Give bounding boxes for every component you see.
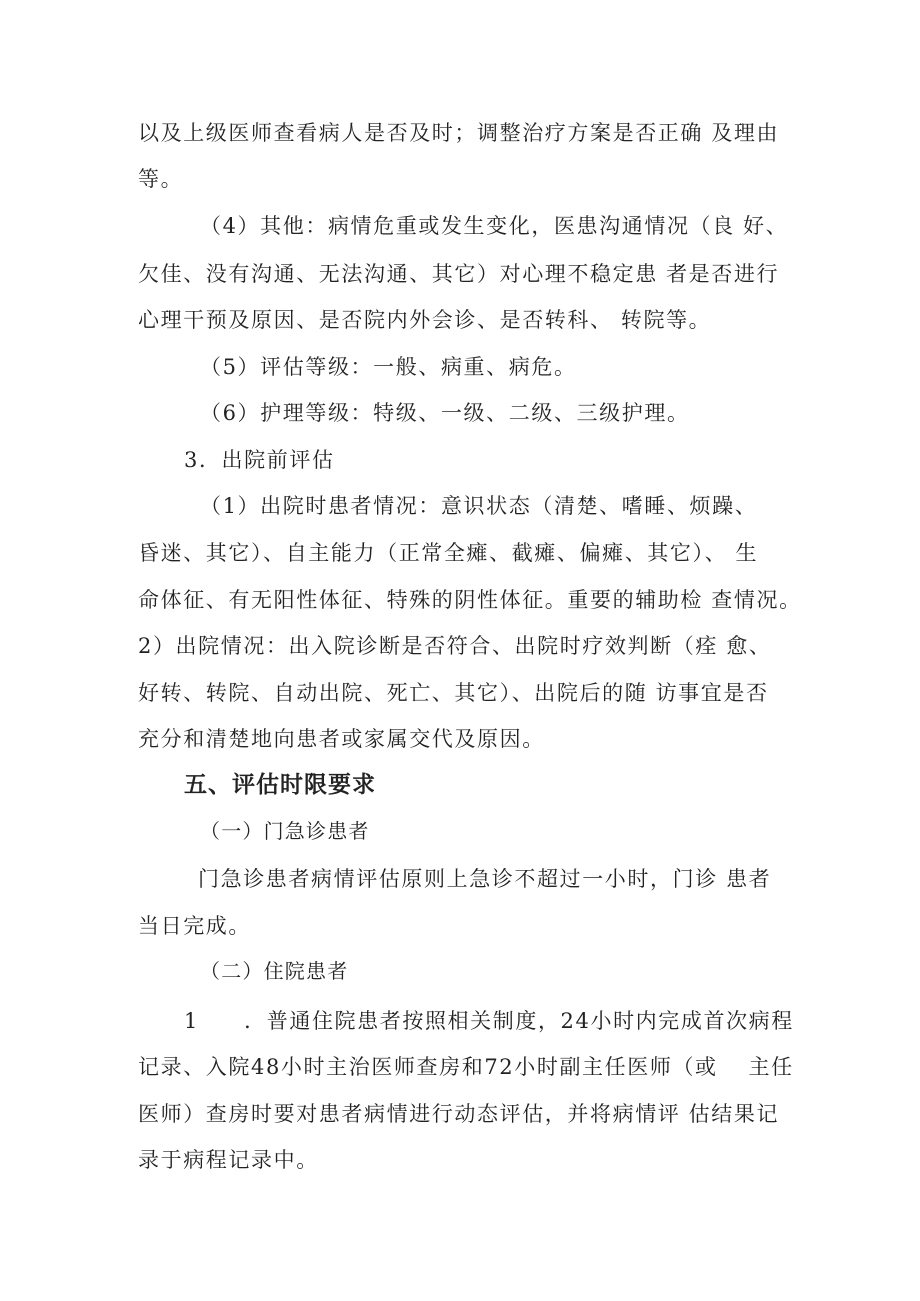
list-item-2-discharge-status: 2）出院情况：出入院诊断是否符合、出院时疗效判断（痊 愈、 (138, 634, 772, 658)
list-item-4-other: （4）其他：病情危重或发生变化，医患沟通情况（良 好、 (200, 214, 789, 238)
paragraph-line: 充分和清楚地向患者或家属交代及原因。 (138, 727, 545, 751)
list-item-6-nursing-level: （6）护理等级：特级、一级、二级、三级护理。 (200, 401, 690, 425)
paragraph-line: 心理干预及原因、是否院内外会诊、是否转科、 转院等。 (138, 308, 712, 332)
paragraph-line: 医师）查房时要对患者病情进行动态评估，并将病情评 估结果记 (138, 1102, 780, 1126)
list-item-1-inpatient-rules: 1 ．普通住院患者按照相关制度，24小时内完成首次病程 (184, 1009, 794, 1033)
paragraph-line: 命体征、有无阳性体征、特殊的阴性体征。重要的辅助检 查情况。 (138, 588, 802, 612)
paragraph-line: 记录、入院48小时主治医师查房和72小时副主任医师（或 主任 (138, 1055, 794, 1079)
subsection-heading-emergency-patients: （一）门急诊患者 (200, 819, 370, 843)
section-heading-time-limits: 五、评估时限要求 (184, 772, 376, 798)
paragraph-line: 好转、转院、自动出院、死亡、其它）、出院后的随 访事宜是否 (138, 681, 769, 705)
paragraph-line: 录于病程记录中。 (138, 1148, 319, 1172)
subsection-heading-discharge-assessment: 3．出院前评估 (184, 448, 335, 472)
list-item-5-assessment-level: （5）评估等级：一般、病重、病危。 (200, 355, 577, 379)
paragraph-line: 昏迷、其它）、自主能力（正常全瘫、截瘫、偏瘫、其它）、 生 (138, 541, 759, 565)
paragraph-line: 欠佳、没有沟通、无法沟通、其它）对心理不稳定患 者是否进行 (138, 262, 780, 286)
paragraph-line: 门急诊患者病情评估原则上急诊不超过一小时，门诊 患者 (198, 867, 772, 891)
paragraph-line: 以及上级医师查看病人是否及时；调整治疗方案是否正确 及理由 (138, 121, 780, 145)
paragraph-line: 当日完成。 (138, 914, 251, 938)
list-item-1-discharge-condition: （1）出院时患者情况：意识状态（清楚、嗜睡、烦躁、 (200, 494, 758, 518)
subsection-heading-inpatients: （二）住院患者 (200, 959, 349, 983)
paragraph-line: 等。 (138, 167, 184, 191)
